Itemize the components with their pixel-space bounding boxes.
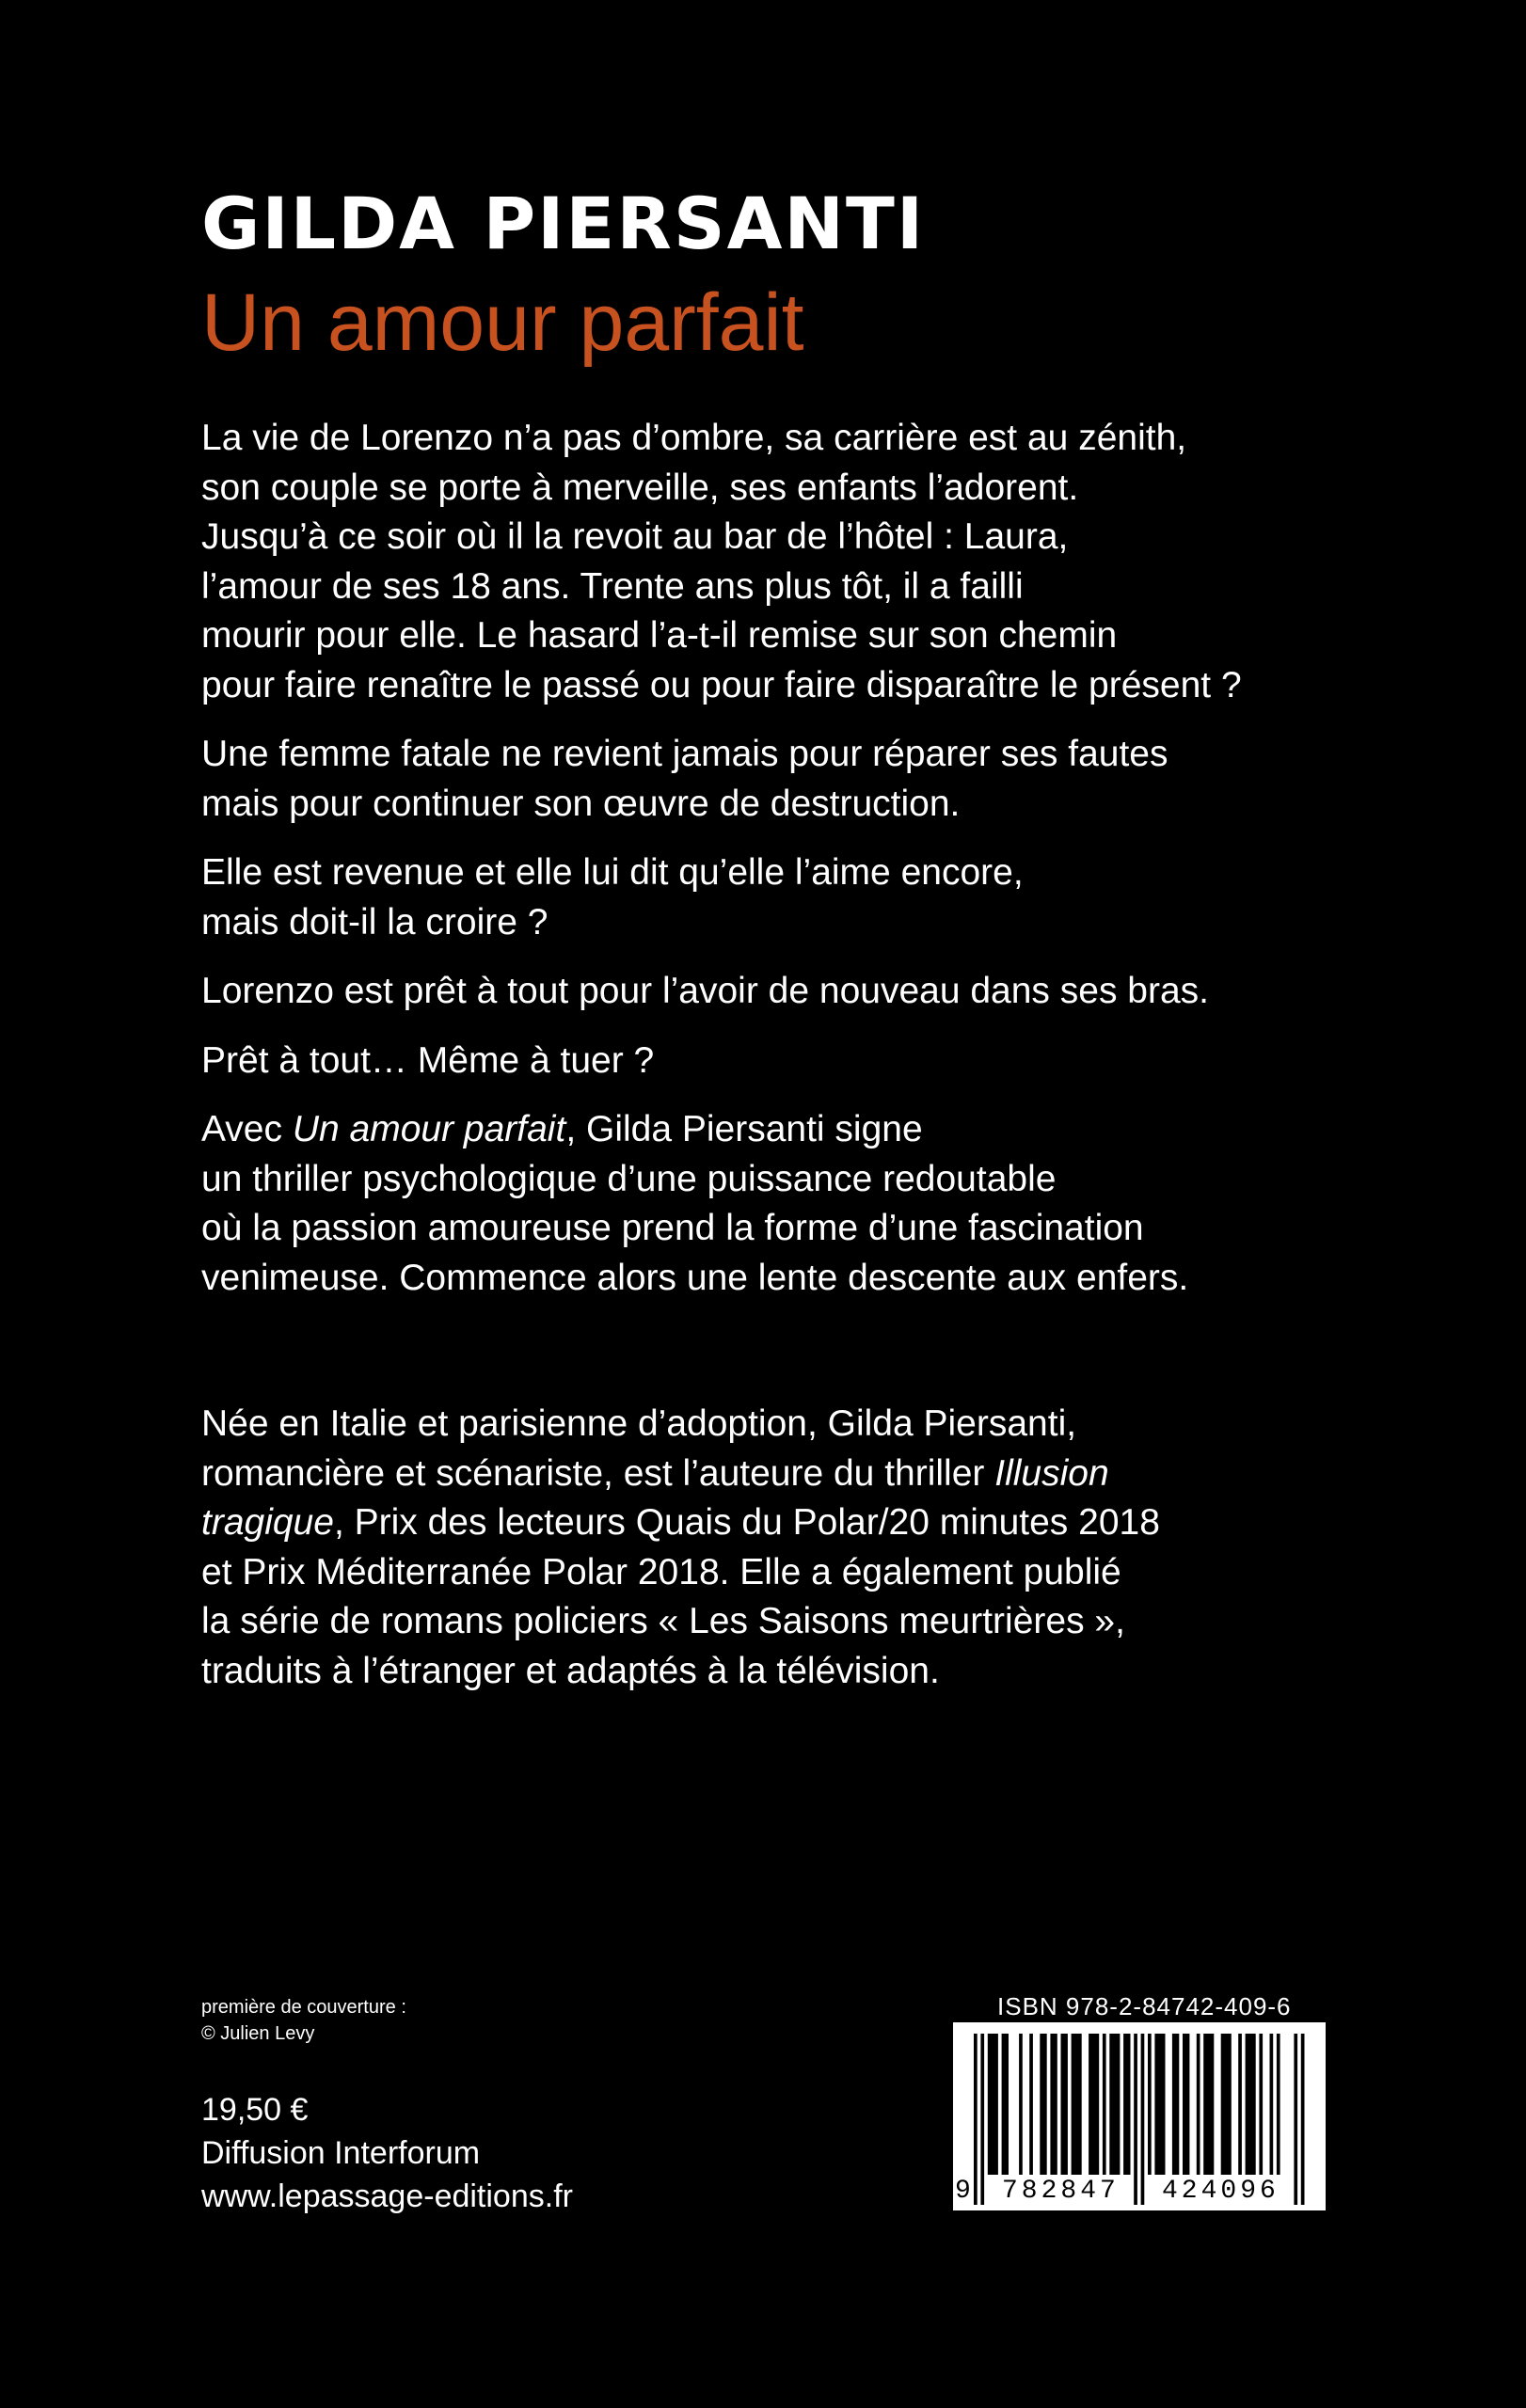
barcode-bar xyxy=(1183,2034,1189,2175)
synopsis-paragraph xyxy=(201,1037,1443,1086)
closing-line: venimeuse. Commence alors une lente descente aux enfers. xyxy=(201,1257,1189,1298)
synopsis-line: mais pour continuer son œuvre de destruction. xyxy=(201,783,961,824)
barcode-bar xyxy=(1277,2034,1280,2175)
bio-line: et Prix Méditerranée Polar 2018. Elle a également publié xyxy=(201,1551,1121,1592)
synopsis xyxy=(201,414,1443,1323)
barcode-bar xyxy=(1123,2034,1130,2175)
book-title: Un amour parfait xyxy=(201,277,804,368)
barcode-digits xyxy=(953,2176,1326,2208)
bio-text: romancière et scénariste, est l’auteure du thriller xyxy=(201,1452,995,1494)
barcode-bar xyxy=(1019,2034,1023,2175)
barcode-bar xyxy=(988,2034,998,2175)
synopsis-paragraph xyxy=(201,730,1443,829)
barcode-bar xyxy=(1270,2034,1274,2175)
synopsis-line: son couple se porte à merveille, ses enfants l’adorent. xyxy=(201,467,1079,508)
cover-credit xyxy=(201,1994,406,2047)
barcode-bar xyxy=(1002,2034,1009,2175)
barcode-group-left: 782847 xyxy=(1002,2177,1120,2206)
synopsis-line: Jusqu’à ce soir où il la revoit au bar de l’hôtel : Laura, xyxy=(201,516,1069,557)
barcode-digit-first: 9 xyxy=(955,2177,971,2206)
barcode-bar xyxy=(1072,2034,1082,2175)
distributor: Diffusion Interforum xyxy=(201,2135,481,2171)
closing-line: où la passion amoureuse prend la forme d’une fascination xyxy=(201,1208,1144,1248)
author-bio xyxy=(201,1400,1443,1696)
closing-text: Avec xyxy=(201,1109,293,1149)
synopsis-line: Une femme fatale ne revient jamais pour réparer ses fautes xyxy=(201,734,1168,774)
bio-line: traduits à l’étranger et adaptés à la télévision. xyxy=(201,1650,940,1691)
barcode-bar xyxy=(1061,2034,1068,2175)
barcode xyxy=(953,2022,1326,2210)
synopsis-line: mourir pour elle. Le hasard l’a-t-il remise sur son chemin xyxy=(201,615,1118,656)
publisher-info xyxy=(201,2088,573,2218)
price: 19,50 € xyxy=(201,2092,309,2128)
synopsis-paragraph xyxy=(201,848,1443,947)
barcode-bar xyxy=(1197,2034,1200,2175)
synopsis-line: Lorenzo est prêt à tout pour l’avoir de nouveau dans ses bras. xyxy=(201,971,1209,1011)
barcode-bar xyxy=(1259,2034,1263,2175)
closing-book-title: Un amour parfait xyxy=(292,1109,566,1149)
barcode-bar xyxy=(1040,2034,1046,2175)
barcode-bar xyxy=(1029,2034,1033,2175)
isbn-text: ISBN 978-2-84742-409-6 xyxy=(997,1992,1292,2020)
bio-book-title: Illusion xyxy=(994,1452,1109,1494)
barcode-bar xyxy=(1148,2034,1152,2175)
barcode-bar xyxy=(1154,2034,1165,2175)
bio-line: Née en Italie et parisienne d’adoption, Gilda Piersanti, xyxy=(201,1403,1077,1444)
credit-name: © Julien Levy xyxy=(201,2023,315,2044)
barcode-group-right: 424096 xyxy=(1162,2177,1280,2206)
synopsis-line: La vie de Lorenzo n’a pas d’ombre, sa carrière est au zénith, xyxy=(201,418,1187,458)
closing-paragraph xyxy=(201,1105,1443,1303)
author-name: GILDA PIERSANTI xyxy=(201,182,926,265)
barcode-bar xyxy=(1221,2034,1232,2175)
synopsis-line: l’amour de ses 18 ans. Trente ans plus tôt, il a failli xyxy=(201,565,1024,607)
synopsis-line: Elle est revenue et elle lui dit qu’elle l’aime encore, xyxy=(201,852,1024,893)
barcode-bar xyxy=(1172,2034,1179,2175)
website-link[interactable]: www.lepassage-editions.fr xyxy=(201,2178,573,2214)
bio-line: la série de romans policiers « Les Saisons meurtrières », xyxy=(201,1601,1125,1641)
barcode-bar xyxy=(1103,2034,1106,2175)
barcode-bar xyxy=(1109,2034,1120,2175)
closing-text: , Gilda Piersanti signe xyxy=(565,1109,923,1149)
barcode-bar xyxy=(1246,2034,1256,2175)
closing-line: un thriller psychologique d’une puissance redoutable xyxy=(201,1158,1057,1199)
synopsis-line: Prêt à tout… Même à tuer ? xyxy=(201,1039,655,1081)
barcode-bar xyxy=(1089,2034,1099,2175)
barcode-bar xyxy=(1203,2034,1214,2175)
closing-line xyxy=(201,1105,1443,1155)
synopsis-line: pour faire renaître le passé ou pour faire disparaître le présent ? xyxy=(201,664,1242,705)
bio-text: , Prix des lecteurs Quais du Polar/20 minutes 2018 xyxy=(333,1502,1160,1543)
barcode-bar xyxy=(1238,2034,1242,2175)
bio-line xyxy=(201,1450,1443,1499)
synopsis-paragraph xyxy=(201,414,1443,710)
bio-line xyxy=(201,1498,1443,1548)
bio-book-title: tragique xyxy=(201,1502,334,1543)
synopsis-paragraph xyxy=(201,967,1443,1017)
synopsis-line: mais doit-il la croire ? xyxy=(201,901,548,943)
credit-label: première de couverture : xyxy=(201,1997,406,2018)
barcode-bar xyxy=(1050,2034,1057,2175)
